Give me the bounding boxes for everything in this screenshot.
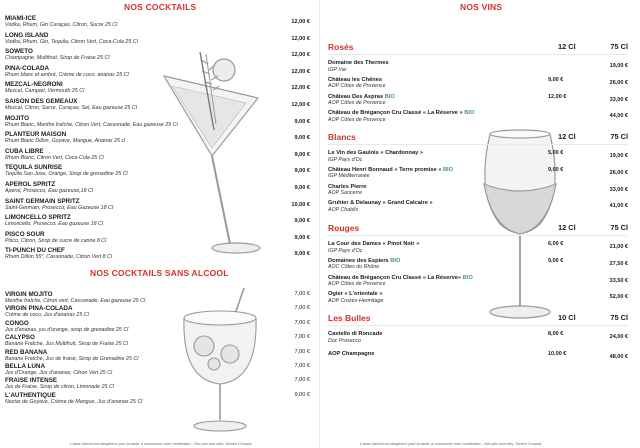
item-name: TEQUILA SUNRISE bbox=[5, 164, 63, 172]
item-description: Pisco, Citron, Sirop de sucre de canne 8 Cl bbox=[5, 237, 107, 244]
menu-item bbox=[5, 363, 310, 377]
wine-row bbox=[328, 110, 628, 127]
item-price: 9,00 € bbox=[294, 218, 310, 225]
wine-row bbox=[328, 60, 628, 77]
wine-name bbox=[328, 331, 628, 338]
menu-item bbox=[5, 231, 310, 248]
item-price: 7,00 € bbox=[294, 319, 310, 326]
item-price: 10,00 € bbox=[291, 201, 310, 208]
item-name: PISCO SOUR bbox=[5, 230, 45, 238]
bottle-price: 19,00 € bbox=[609, 153, 628, 159]
item-name: MIAMI-ICE bbox=[5, 15, 37, 22]
item-name: CUBA LIBRE bbox=[5, 147, 44, 155]
wine-section bbox=[328, 311, 628, 371]
item-price: 7,00 € bbox=[294, 334, 310, 341]
alcohol-free-list bbox=[5, 291, 310, 406]
wine-name bbox=[328, 184, 628, 191]
item-description: Jus d'Orange, Jus d'ananas, Citron Vert 25 Cl bbox=[5, 369, 113, 376]
wine-appellation: AOP Côtes de Provence bbox=[328, 116, 386, 123]
bio-badge: BIO bbox=[390, 257, 401, 264]
wine-section bbox=[328, 130, 628, 217]
wine-appellation: AOP Côtes de Provence bbox=[328, 83, 386, 90]
menu-item bbox=[5, 181, 310, 198]
menu-item bbox=[5, 247, 310, 264]
wine-row bbox=[328, 331, 628, 351]
item-description: Banane Fraîche, Jus de fraise, Sirop de Grenadine 25 Cl bbox=[5, 355, 139, 362]
wine-name-text: Gruhier & Delaunay « Grand Calcaire » bbox=[328, 200, 433, 207]
footer-left: L'abus d'alcool est dangereux pour la santé, à consommer avec modération – Nos prix sont nets, Service Compris bbox=[70, 442, 252, 446]
wine-name bbox=[328, 77, 628, 84]
wine-appellation: IGP Var bbox=[328, 66, 347, 73]
item-name: LIMONCELLO SPRITZ bbox=[5, 214, 71, 222]
item-description: Saint-Germain, Prosecco, Eau Gazeuse 18 Cl bbox=[5, 204, 114, 211]
wine-section-title: Blancs bbox=[328, 132, 356, 142]
item-name: L'AUTHENTIQUE bbox=[5, 391, 56, 399]
item-description: Nectar de Goyave, Crème de Mangue, Jus d'ananas 25 Cl bbox=[5, 398, 143, 405]
menu-item bbox=[5, 131, 310, 148]
wine-appellation: AOC Côtes du Rhône bbox=[328, 264, 380, 271]
wine-section-header bbox=[328, 40, 628, 55]
item-description: Menthe fraîche, Citron vert, Cassonade, Eau gazeuse 25 Cl bbox=[5, 298, 146, 304]
item-price: 9,00 € bbox=[294, 151, 310, 158]
item-price: 9,00 € bbox=[294, 118, 310, 125]
menu-item bbox=[5, 65, 310, 82]
wine-appellation: AOP Crozes-Hermitage bbox=[328, 297, 384, 304]
item-description: Mezcal, Campari, Vermouth 25 Cl bbox=[5, 88, 85, 95]
wine-section bbox=[328, 40, 628, 127]
menu-item bbox=[5, 198, 310, 215]
glass-price: 9,00 € bbox=[548, 76, 564, 83]
wine-name bbox=[328, 275, 628, 282]
bottle-price: 33,00 € bbox=[609, 186, 628, 193]
item-price: 9,00 € bbox=[294, 251, 310, 258]
item-name: PINA-COLADA bbox=[5, 64, 50, 72]
wine-appellation: IGP Pays d'Oc bbox=[328, 247, 363, 254]
menu-item bbox=[5, 15, 310, 32]
bottle-price: 27,50 € bbox=[609, 260, 628, 267]
item-name: CALYPSO bbox=[5, 334, 35, 342]
item-name: VIRGIN PINA-COLADA bbox=[5, 305, 73, 313]
item-name: FRAISE INTENSE bbox=[5, 377, 58, 385]
item-name: SOWETO bbox=[5, 48, 33, 56]
glass-price: 9,00 € bbox=[548, 257, 564, 264]
item-price: 9,00 € bbox=[294, 391, 310, 398]
menu-item bbox=[5, 81, 310, 98]
wine-name-text: Castello di Roncade bbox=[328, 331, 383, 337]
item-price: 12,00 € bbox=[291, 52, 310, 59]
item-description: Rhum blanc et ambré, Crème de coco, ananas 25 Cl bbox=[5, 71, 129, 78]
wine-section-title: Rosés bbox=[328, 42, 354, 52]
wine-name-text: Charles Pierre bbox=[328, 183, 367, 190]
bio-badge: BIO bbox=[462, 274, 473, 281]
item-price: 7,00 € bbox=[294, 348, 310, 355]
menu-item bbox=[5, 291, 310, 305]
glass-price: 8,00 € bbox=[548, 331, 564, 337]
wine-appellation: IGP Pays d'Oc bbox=[328, 156, 363, 163]
wine-appellation: AOP Chablis bbox=[328, 206, 359, 213]
wine-appellation: AOP Côtes de Provence bbox=[328, 100, 386, 107]
wine-appellation: Doc Prosecco bbox=[328, 337, 361, 344]
wine-name-text: Ogier « L'orientale » bbox=[328, 291, 383, 298]
item-description: Limoncello, Prosecco, Eau gazeuse 18 Cl bbox=[5, 221, 104, 228]
item-description: Rhum Dillon 55°, Cassonade, Citron Vert 8 Cl bbox=[5, 254, 113, 261]
item-description: Jus d'ananas, jus d'orange, sirop de grenadine 25 Cl bbox=[5, 326, 129, 333]
item-name: VIRGIN MOJITO bbox=[5, 291, 53, 298]
menu-item bbox=[5, 334, 310, 348]
bottle-price: 52,00 € bbox=[609, 294, 628, 301]
item-price: 7,00 € bbox=[294, 291, 310, 297]
wine-name-text: Château de Brégançon Cru Classé « La Réserve» bbox=[328, 274, 463, 281]
menu-item bbox=[5, 164, 310, 181]
wine-row bbox=[328, 258, 628, 275]
item-name: SAINT GERMAIN SPRITZ bbox=[5, 197, 80, 205]
wine-section-title: Rouges bbox=[328, 223, 360, 233]
wine-name bbox=[328, 351, 628, 358]
cocktails-title: NOS COCKTAILS bbox=[124, 2, 197, 12]
wine-row bbox=[328, 77, 628, 94]
bottle-price: 26,00 € bbox=[609, 169, 628, 176]
bottle-price: 33,00 € bbox=[609, 96, 628, 103]
item-price: 7,00 € bbox=[294, 377, 310, 384]
wine-name-text: Le Vin des Gaulois « Chardonnay » bbox=[328, 150, 424, 156]
glass-price: 9,00 € bbox=[548, 166, 564, 173]
menu-item bbox=[5, 305, 310, 319]
menu-item bbox=[5, 392, 310, 406]
menu-item bbox=[5, 349, 310, 363]
item-description: Vodka, Rhum, Gin Curaçao, Citron, Sucre 25 Cl bbox=[5, 22, 118, 28]
small-glass-column-header: 12 Cl bbox=[558, 132, 576, 141]
wine-name bbox=[328, 150, 628, 157]
wine-section-header bbox=[328, 311, 628, 326]
bio-badge: BIO bbox=[384, 93, 395, 100]
wine-section-header bbox=[328, 130, 628, 145]
item-price: 12,00 € bbox=[291, 19, 310, 25]
item-name: LONG ISLAND bbox=[5, 31, 49, 39]
item-price: 7,00 € bbox=[294, 362, 310, 369]
alcohol-free-title: NOS COCKTAILS SANS ALCOOL bbox=[90, 268, 229, 278]
wine-section bbox=[328, 221, 628, 308]
bottle-price: 41,00 € bbox=[609, 203, 628, 210]
bottle-price: 44,00 € bbox=[609, 113, 628, 120]
item-price: 12,00 € bbox=[291, 68, 310, 75]
item-name: TI-PUNCH DU CHEF bbox=[5, 247, 65, 255]
bottle-price: 24,00 € bbox=[609, 334, 628, 340]
footer-right: L'abus d'alcool est dangereux pour la santé, à consommer avec modération – Nos prix sont nets, Service Compris bbox=[360, 442, 542, 446]
item-description: Tequila San Jose, Orange, Sirop de grenadine 25 Cl bbox=[5, 171, 128, 178]
small-glass-column-header: 10 Cl bbox=[558, 313, 576, 322]
item-description: Crème de coco, Jus d'ananas 25 Cl bbox=[5, 312, 89, 319]
wine-name-text: Domaine des Thermes bbox=[328, 60, 389, 66]
glass-price: 6,00 € bbox=[548, 241, 564, 247]
item-name: SAISON DES GEMEAUX bbox=[5, 97, 78, 105]
wine-row bbox=[328, 167, 628, 184]
bottle-price: 33,50 € bbox=[609, 277, 628, 284]
item-name: MOJITO bbox=[5, 114, 30, 122]
item-description: Rhum Blanc, Menthe fraîche, Citron Vert, Cassonade, Eau gazeuse 25 Cl bbox=[5, 121, 178, 128]
wine-name bbox=[328, 94, 628, 101]
wines-column bbox=[320, 0, 640, 448]
bottle-price: 21,00 € bbox=[609, 244, 628, 250]
wine-name-text: Domaines des Espiers bbox=[328, 257, 391, 264]
menu-item bbox=[5, 148, 310, 165]
bottle-column-header: 75 Cl bbox=[610, 223, 628, 232]
wine-name-text: Château Henri Bonnaud « Terre promise » bbox=[328, 166, 443, 173]
bio-badge: BIO bbox=[442, 166, 454, 173]
glass-price: 12,00 € bbox=[548, 93, 567, 100]
wine-name bbox=[328, 241, 628, 248]
wine-appellation: IGP Méditerranée bbox=[328, 173, 370, 180]
item-description: Vodka, Rhum, Gin, Tequila, Citron Vert, Coca-Cola 25 Cl bbox=[5, 38, 138, 45]
item-price: 9,00 € bbox=[294, 168, 310, 175]
bottle-column-header: 75 Cl bbox=[610, 42, 628, 51]
item-name: APEROL SPRITZ bbox=[5, 180, 56, 188]
cocktail-list bbox=[5, 15, 310, 264]
small-glass-column-header: 12 Cl bbox=[558, 42, 576, 51]
wine-section-title: Les Bulles bbox=[328, 313, 371, 323]
glass-price: 5,00 € bbox=[548, 150, 564, 156]
item-description: Mezcal, Citron, Sucre, Curaçao, Sel, Eau gazeuse 25 Cl bbox=[5, 104, 137, 111]
wine-name bbox=[328, 258, 628, 265]
item-price: 12,00 € bbox=[291, 101, 310, 108]
item-name: BELLA LUNA bbox=[5, 362, 45, 370]
item-price: 9,00 € bbox=[294, 184, 310, 191]
bottle-column-header: 75 Cl bbox=[610, 132, 628, 141]
wine-row bbox=[328, 200, 628, 217]
menu-item bbox=[5, 214, 310, 231]
glass-price: 10,00 € bbox=[548, 351, 567, 357]
wine-row bbox=[328, 150, 628, 167]
wine-row bbox=[328, 291, 628, 308]
item-name: RED BANANA bbox=[5, 348, 48, 356]
item-description: Rhum Blanc, Citron Vert, Coca-Cola 25 Cl bbox=[5, 154, 104, 161]
item-description: Banane Fraîche, Jus Multifruit, Sirop de Fraise 25 Cl bbox=[5, 341, 129, 348]
wine-name-text: AOP Champagne bbox=[328, 351, 375, 357]
wine-row bbox=[328, 241, 628, 258]
item-price: 9,00 € bbox=[294, 234, 310, 241]
wine-row bbox=[328, 275, 628, 292]
bottle-price: 26,00 € bbox=[609, 79, 628, 86]
menu-item bbox=[5, 98, 310, 115]
wine-section-header bbox=[328, 221, 628, 236]
bottle-column-header: 75 Cl bbox=[610, 313, 628, 322]
wine-name-text: Château les Chênes bbox=[328, 76, 383, 83]
item-price: 12,00 € bbox=[291, 35, 310, 42]
wine-row bbox=[328, 351, 628, 371]
item-name: CONGO bbox=[5, 319, 29, 327]
menu-item bbox=[5, 32, 310, 49]
menu-item bbox=[5, 377, 310, 391]
item-name: MEZCAL-NEGRONI bbox=[5, 81, 63, 89]
wine-appellation: AOP Côtes de Provence bbox=[328, 281, 386, 288]
item-description: Champagne, Multifruit, Sirop de Fraise 25 Cl bbox=[5, 55, 110, 62]
bottle-price: 48,00 € bbox=[609, 354, 628, 360]
wines-title: NOS VINS bbox=[460, 2, 503, 12]
wine-name bbox=[328, 167, 628, 174]
wine-appellation: AOP Sancerre bbox=[328, 190, 362, 197]
wine-name-text: Château de Brégançon Cru Classé « La Réserve » bbox=[328, 110, 465, 117]
wine-name-text: La Cour des Dames « Pinot Noir » bbox=[328, 241, 420, 247]
item-price: 7,00 € bbox=[294, 305, 310, 312]
menu-item bbox=[5, 115, 310, 132]
item-price: 12,00 € bbox=[291, 85, 310, 92]
item-description: Rhum Blanc Dillon, Goyave, Mangue, Ananas 25 cl bbox=[5, 138, 126, 145]
item-price: 9,00 € bbox=[294, 135, 310, 142]
wine-row bbox=[328, 184, 628, 201]
menu-item bbox=[5, 320, 310, 334]
item-description: Aperol, Prosecco, Eau gazeuse,18 Cl bbox=[5, 187, 94, 194]
menu-item bbox=[5, 48, 310, 65]
wine-name bbox=[328, 60, 628, 67]
bio-badge: BIO bbox=[464, 110, 475, 117]
small-glass-column-header: 12 Cl bbox=[558, 223, 576, 232]
wine-row bbox=[328, 94, 628, 111]
bottle-price: 19,00 € bbox=[609, 63, 628, 69]
wine-name-text: Château Des Aspras bbox=[328, 93, 385, 100]
item-description: Jus de Fraise, Sirop de citron, Limonade 25 Cl bbox=[5, 384, 114, 391]
item-name: PLANTEUR MAISON bbox=[5, 131, 67, 139]
